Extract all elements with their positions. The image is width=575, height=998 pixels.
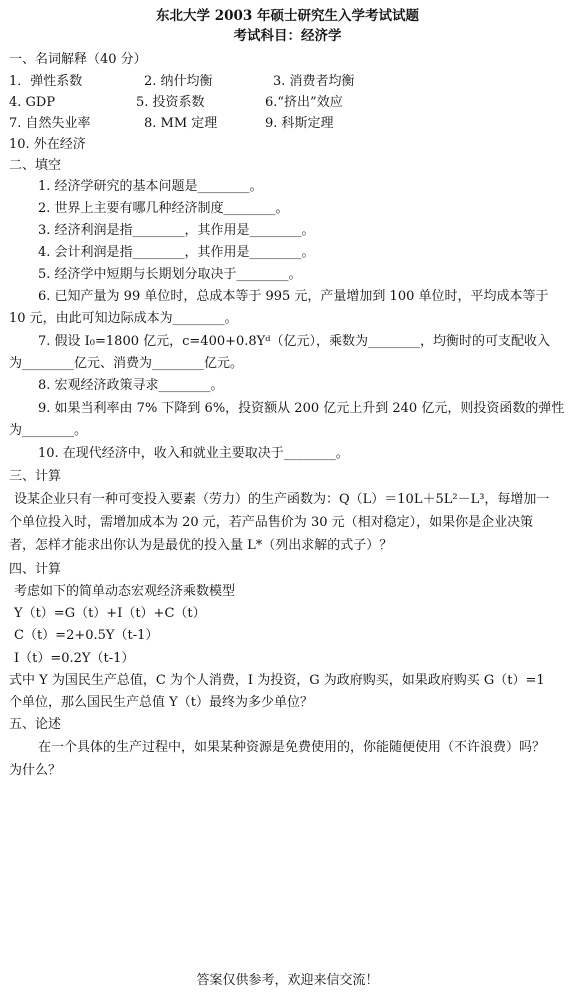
term-3: 3. 消费者均衡 xyxy=(273,74,355,89)
fill-q9-line2: 为________。 xyxy=(9,423,88,438)
calc1-line1: 设某企业只有一种可变投入要素（劳力）的生产函数为：Q（L）＝10L＋5L²－L³，每增加一 xyxy=(14,492,550,507)
fill-q5: 5. 经济学中短期与长期划分取决于________。 xyxy=(38,267,302,282)
model-eq1: Y（t）=G（t）+I（t）+C（t） xyxy=(14,606,206,621)
fill-q4: 4. 会计利润是指________，其作用是________。 xyxy=(38,245,315,260)
model-eq2: C（t）=2+0.5Y（t-1） xyxy=(14,628,159,643)
term-7: 7. 自然失业率 xyxy=(9,116,91,131)
term-2: 2. 纳什均衡 xyxy=(144,74,213,89)
terms-row-2 xyxy=(9,92,565,113)
fill-q9-line1: 9. 如果当利率由 7% 下降到 6%，投资额从 200 亿元上升到 240 亿元，则投资函数的弹性 xyxy=(38,401,565,416)
fill-q7-line2: 为________亿元、消费为________亿元。 xyxy=(9,356,244,371)
term-9: 9. 科斯定理 xyxy=(265,116,334,131)
exam-subject: 考试科目：经济学 xyxy=(233,28,342,44)
calc2-line1: 式中 Y 为国民生产总值，C 为个人消费，I 为投资，G 为政府购买，如果政府购买 G（t）=1 xyxy=(9,673,545,688)
terms-row-3 xyxy=(9,113,565,134)
fill-q8: 8. 宏观经济政策寻求________。 xyxy=(38,378,224,393)
section1-heading: 一、名词解释（40 分） xyxy=(9,52,147,67)
calc2-intro: 考虑如下的简单动态宏观经济乘数模型 xyxy=(14,584,236,599)
fill-q7-line1: 7. 假设 I₀=1800 亿元，c=400+0.8Yᵈ（亿元），乘数为________，均衡时的可支配收入 xyxy=(38,334,550,349)
fill-q3: 3. 经济利润是指________，其作用是________。 xyxy=(38,223,315,238)
footer-note: 答案仅供参考，欢迎来信交流！ xyxy=(196,973,379,988)
section2-heading: 二、填空 xyxy=(9,158,62,173)
section4-heading: 四、计算 xyxy=(9,562,62,577)
essay-line1: 在一个具体的生产过程中，如果某种资源是免费使用的，你能随便使用（不许浪费）吗？ xyxy=(38,740,546,755)
term-4: 4. GDP xyxy=(9,95,56,110)
exam-title: 东北大学 2003 年硕士研究生入学考试试题 xyxy=(156,8,419,24)
essay-line2: 为什么？ xyxy=(9,763,62,778)
calc2-line2: 个单位，那么国民生产总值 Y（t）最终为多少单位？ xyxy=(9,695,313,710)
fill-q10: 10. 在现代经济中，收入和就业主要取决于________。 xyxy=(38,446,349,461)
term-6: 6.“挤出”效应 xyxy=(265,95,343,110)
calc1-line2: 个单位投入时，需增加成本为 20 元，若产品售价为 30 元（相对稳定），如果你是企业决策 xyxy=(9,515,534,530)
fill-q1: 1. 经济学研究的基本问题是________。 xyxy=(38,179,263,194)
model-eq3: I（t）=0.2Y（t-1） xyxy=(14,651,135,666)
section5-heading: 五、论述 xyxy=(9,717,62,732)
calc1-line3: 者，怎样才能求出你认为是最优的投入量 L*（列出求解的式子）？ xyxy=(9,538,393,553)
term-1: 1．弹性系数 xyxy=(9,74,83,89)
fill-q2: 2. 世界上主要有哪几种经济制度________。 xyxy=(38,201,289,216)
fill-q6-line1: 6. 已知产量为 99 单位时，总成本等于 995 元，产量增加到 100 单位时，平均成本等于 xyxy=(38,289,549,304)
term-10: 10. 外在经济 xyxy=(9,137,86,152)
term-8: 8. MM 定理 xyxy=(144,116,218,131)
terms-row-1 xyxy=(9,71,565,92)
term-5: 5. 投资系数 xyxy=(136,95,205,110)
section3-heading: 三、计算 xyxy=(9,469,62,484)
fill-q6-line2: 10 元，由此可知边际成本为________。 xyxy=(9,311,238,326)
